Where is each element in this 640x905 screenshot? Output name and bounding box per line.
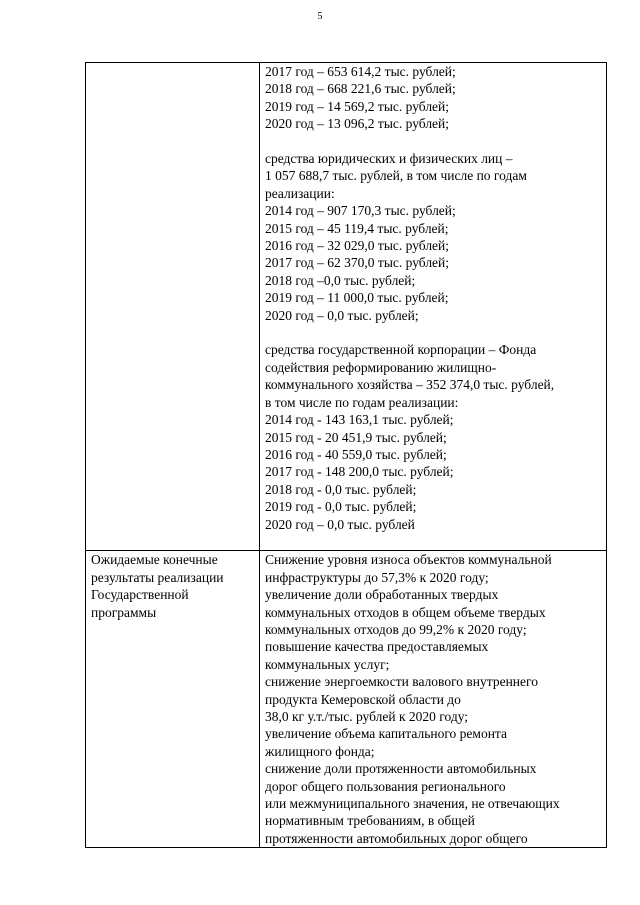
result-line: инфраструктуры до 57,3% к 2020 году; [265, 569, 489, 585]
funding-line: 2019 год - 0,0 тыс. рублей; [265, 499, 417, 515]
funding-line: 2017 год – 653 614,2 тыс. рублей; [265, 64, 456, 79]
funding-line: средства государственной корпорации – Фонда [265, 342, 537, 358]
blank-line [265, 324, 601, 341]
funding-line: 2015 год - 20 451,9 тыс. рублей; [265, 429, 447, 445]
funding-line: 2015 год – 45 119,4 тыс. рублей; [265, 220, 449, 236]
result-line: 38,0 кг у.т./тыс. рублей к 2020 году; [265, 708, 469, 724]
funding-line: 2018 год – 668 221,6 тыс. рублей; [265, 81, 456, 97]
row1-left-cell [86, 63, 260, 551]
result-line: дорог общего пользования регионального [265, 778, 506, 794]
result-line: увеличение доли обработанных твердых [265, 587, 499, 603]
funding-line: содействия реформированию жилищно- [265, 359, 497, 375]
result-line: коммунальных услуг; [265, 656, 390, 672]
funding-line: 1 057 688,7 тыс. рублей, в том числе по годам [265, 168, 527, 184]
funding-line: 2019 год – 14 569,2 тыс. рублей; [265, 98, 450, 114]
funding-line: коммунального хозяйства – 352 374,0 тыс. рублей, [265, 377, 555, 393]
result-line: коммунальных отходов в общем объеме твердых [265, 604, 546, 620]
result-line: снижение энергоемкости валового внутреннего [265, 674, 538, 690]
program-table [85, 62, 607, 848]
results-heading-line: результаты реализации [91, 569, 224, 585]
funding-line: 2018 год - 0,0 тыс. рублей; [265, 481, 417, 497]
result-line: нормативным требованиям, в общей [265, 813, 475, 829]
result-line: снижение доли протяженности автомобильных [265, 761, 537, 777]
funding-line: 2016 год - 40 559,0 тыс. рублей; [265, 446, 447, 462]
funding-line: 2020 год – 13 096,2 тыс. рублей; [265, 116, 450, 132]
table-row-funding [86, 63, 607, 551]
result-line: повышение качества предоставляемых [265, 639, 489, 655]
result-line: увеличение объема капитального ремонта [265, 726, 507, 742]
funding-line: 2019 год – 11 000,0 тыс. рублей; [265, 290, 449, 306]
row1-right-cell [260, 63, 607, 551]
result-line: продукта Кемеровской области до [265, 691, 461, 707]
funding-line: 2017 год - 148 200,0 тыс. рублей; [265, 464, 454, 480]
result-line: Снижение уровня износа объектов коммунальной [265, 552, 552, 568]
funding-line: 2017 год – 62 370,0 тыс. рублей; [265, 255, 450, 271]
results-heading-line: Государственной [91, 587, 189, 603]
funding-line: 2020 год – 0,0 тыс. рублей [265, 516, 415, 532]
result-line: жилищного фонда; [265, 743, 375, 759]
funding-line: в том числе по годам реализации: [265, 394, 459, 410]
funding-line: 2020 год – 0,0 тыс. рублей; [265, 307, 419, 323]
results-heading-line: Ожидаемые конечные [91, 552, 218, 568]
result-line: или межмуниципального значения, не отвечающих [265, 796, 560, 812]
funding-line: 2016 год – 32 029,0 тыс. рублей; [265, 238, 450, 254]
cell-bottom-spacer [265, 533, 601, 550]
blank-line [265, 133, 601, 150]
result-line: коммунальных отходов до 99,2% к 2020 году; [265, 621, 527, 637]
funding-line: средства юридических и физических лиц – [265, 151, 513, 167]
results-heading-line: программы [91, 604, 157, 620]
row2-left-cell [86, 551, 260, 848]
funding-line: 2018 год –0,0 тыс. рублей; [265, 272, 416, 288]
row2-right-cell [260, 551, 607, 848]
page-number: 5 [317, 11, 323, 22]
result-line: протяженности автомобильных дорог общего [265, 830, 528, 846]
funding-line: 2014 год – 907 170,3 тыс. рублей; [265, 203, 456, 219]
funding-line: 2014 год - 143 163,1 тыс. рублей; [265, 412, 454, 428]
funding-line: реализации: [265, 185, 335, 201]
table-row-results [86, 551, 607, 848]
